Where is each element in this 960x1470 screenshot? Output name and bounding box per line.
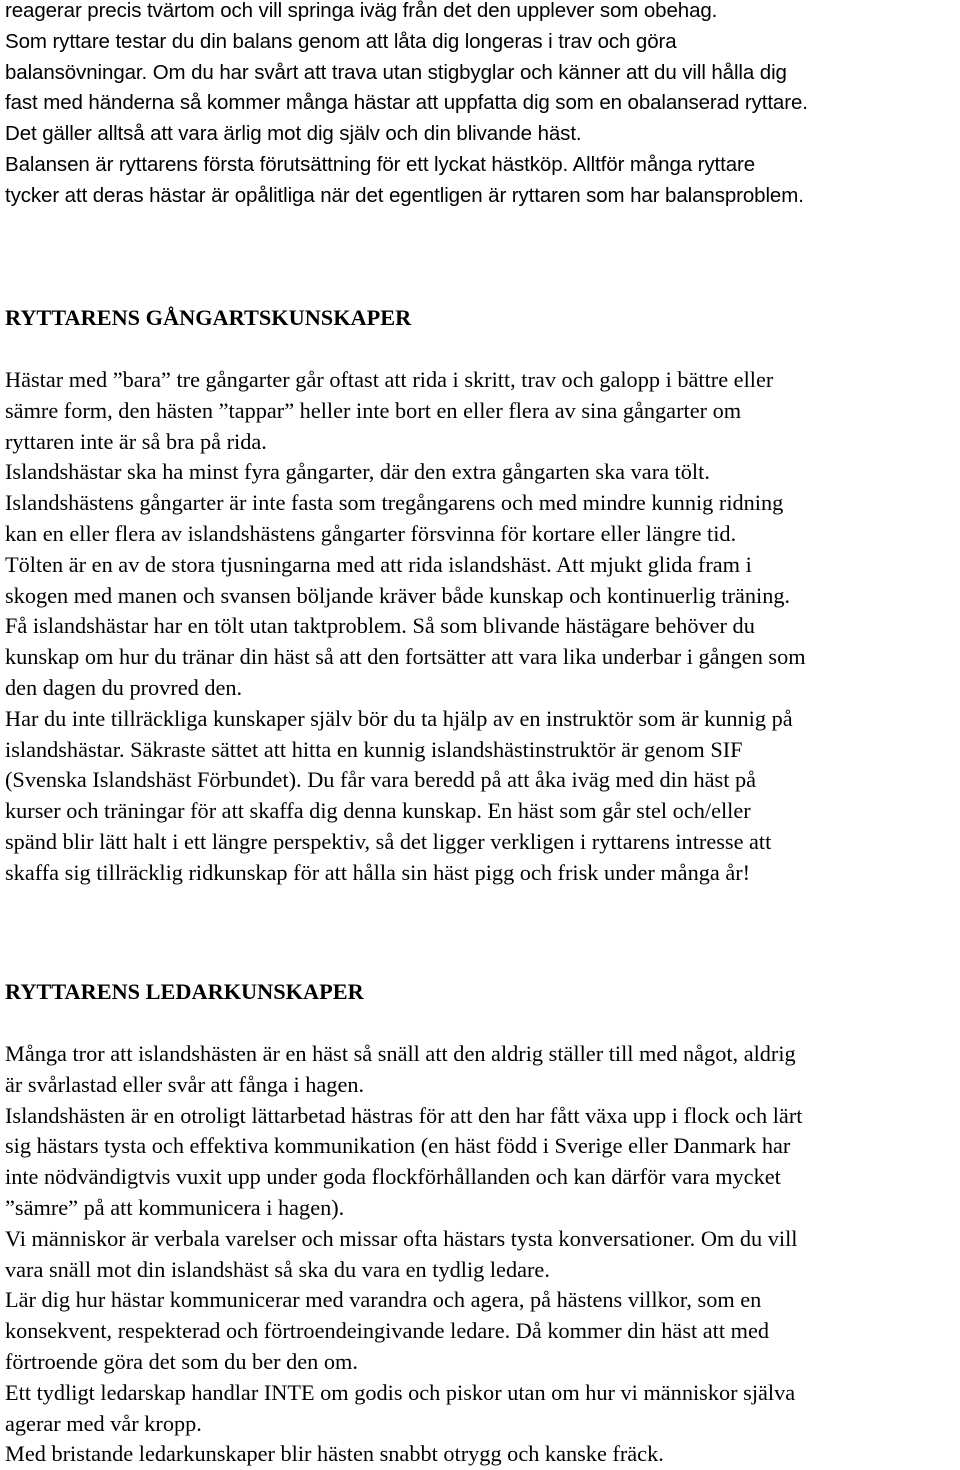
text-line: är svårlastad eller svår att fånga i hagen. — [5, 1071, 365, 1097]
text-line: Många tror att islandshästen är en häst så snäll att den aldrig ställer till med något, aldrig — [5, 1041, 796, 1066]
text-line: Balansen är ryttarens första förutsättning för ett lyckat hästköp. Alltför många ryttare — [5, 152, 756, 176]
text-line: balansövningar. Om du har svårt att trava utan stigbyglar och känner att du vill hålla dig — [5, 60, 787, 84]
text-line: spänd blir lätt halt i ett längre perspektiv, så det ligger verkligen i ryttarens intresse att — [5, 828, 772, 854]
text-line: kurser och träningar för att skaffa dig denna kunskap. En häst som går stel och/eller — [5, 798, 751, 824]
text-line: konsekvent, respekterad och förtroendeingivande ledare. Då kommer din häst att med — [5, 1318, 770, 1344]
text-line: den dagen du provred den. — [5, 674, 243, 700]
text-line: ryttaren inte är så bra på rida. — [5, 428, 267, 454]
section-heading-ledarkunskaper: RYTTARENS LEDARKUNSKAPER — [5, 979, 364, 1004]
text-line: fast med händerna så kommer många hästar att uppfatta dig som en obalanserad ryttare. — [5, 91, 808, 115]
section-heading-gangartskunskaper: RYTTARENS GÅNGARTSKUNSKAPER — [5, 305, 412, 330]
text-line: ”sämre” på att kommunicera i hagen). — [5, 1194, 345, 1220]
text-line: sig hästars tysta och effektiva kommunikation (en häst född i Sverige eller Danmark har — [5, 1133, 791, 1159]
text-line: kan en eller flera av islandshästens gångarter försvinna för kortare eller längre tid. — [5, 520, 737, 546]
text-line: reagerar precis tvärtom och vill springa iväg från det den upplever som obehag. — [5, 0, 718, 22]
text-line: agerar med vår kropp. — [5, 1410, 202, 1436]
text-line: Ett tydligt ledarskap handlar INTE om godis och piskor utan om hur vi människor själva — [5, 1379, 796, 1405]
text-line: Hästar med ”bara” tre gångarter går oftast att rida i skritt, trav och galopp i bättre eller — [5, 367, 774, 392]
text-line: sämre form, den hästen ”tappar” heller inte bort en eller flera av sina gångarter om — [5, 397, 742, 423]
text-line: tycker att deras hästar är opålitliga när det egentligen är ryttaren som har balansproblem. — [5, 183, 804, 207]
text-line: förtroende göra det som du ber den om. — [5, 1348, 358, 1374]
text-line: kunskap om hur du tränar din häst så att den fortsätter att vara lika underbar i gången som — [5, 644, 806, 670]
text-line: (Svenska Islandshäst Förbundet). Du får vara beredd på att åka iväg med din häst på — [5, 767, 757, 793]
text-line: Islandshästar ska ha minst fyra gångarter, där den extra gångarten ska vara tölt. — [5, 459, 710, 485]
text-line: Få islandshästar har en tölt utan taktproblem. Så som blivande hästägare behöver du — [5, 613, 755, 639]
intro-paragraph — [5, 0, 808, 212]
text-line: Det gäller alltså att vara ärlig mot dig själv och din blivande häst. — [5, 122, 582, 146]
section-body-ledarkunskaper — [5, 1039, 802, 1470]
text-line: vara snäll mot din islandshäst så ska du vara en tydlig ledare. — [5, 1256, 550, 1282]
text-line: Islandshästen är en otroligt lättarbetad hästras för att den har fått växa upp i flock och lärt — [5, 1102, 803, 1128]
text-line: Som ryttare testar du din balans genom att låta dig longeras i trav och göra — [5, 29, 677, 53]
text-line: Lär dig hur hästar kommunicerar med varandra och agera, på hästens villkor, som en — [5, 1287, 762, 1313]
text-line: Med bristande ledarkunskaper blir hästen snabbt otrygg och kanske fräck. — [5, 1441, 664, 1467]
text-line: Tölten är en av de stora tjusningarna med att rida islandshäst. Att mjukt glida fram i — [5, 551, 752, 577]
section-body-gangartskunskaper — [5, 365, 806, 889]
text-line: skogen med manen och svansen böljande kräver både kunskap och kontinuerlig träning. — [5, 582, 791, 608]
text-line: Har du inte tillräckliga kunskaper själv bör du ta hjälp av en instruktör som är kunnig på — [5, 705, 793, 731]
text-line: skaffa sig tillräcklig ridkunskap för att hålla sin häst pigg och frisk under många år! — [5, 859, 751, 885]
text-line: Islandshästens gångarter är inte fasta som tregångarens och med mindre kunnig ridning — [5, 490, 784, 516]
text-line: islandshästar. Säkraste sättet att hitta en kunnig islandshästinstruktör är genom SIF — [5, 736, 743, 762]
text-line: inte nödvändigtvis vuxit upp under goda flockförhållanden och kan därför vara mycket — [5, 1164, 781, 1190]
text-line: Vi människor är verbala varelser och missar ofta hästars tysta konversationer. Om du vill — [5, 1225, 798, 1251]
